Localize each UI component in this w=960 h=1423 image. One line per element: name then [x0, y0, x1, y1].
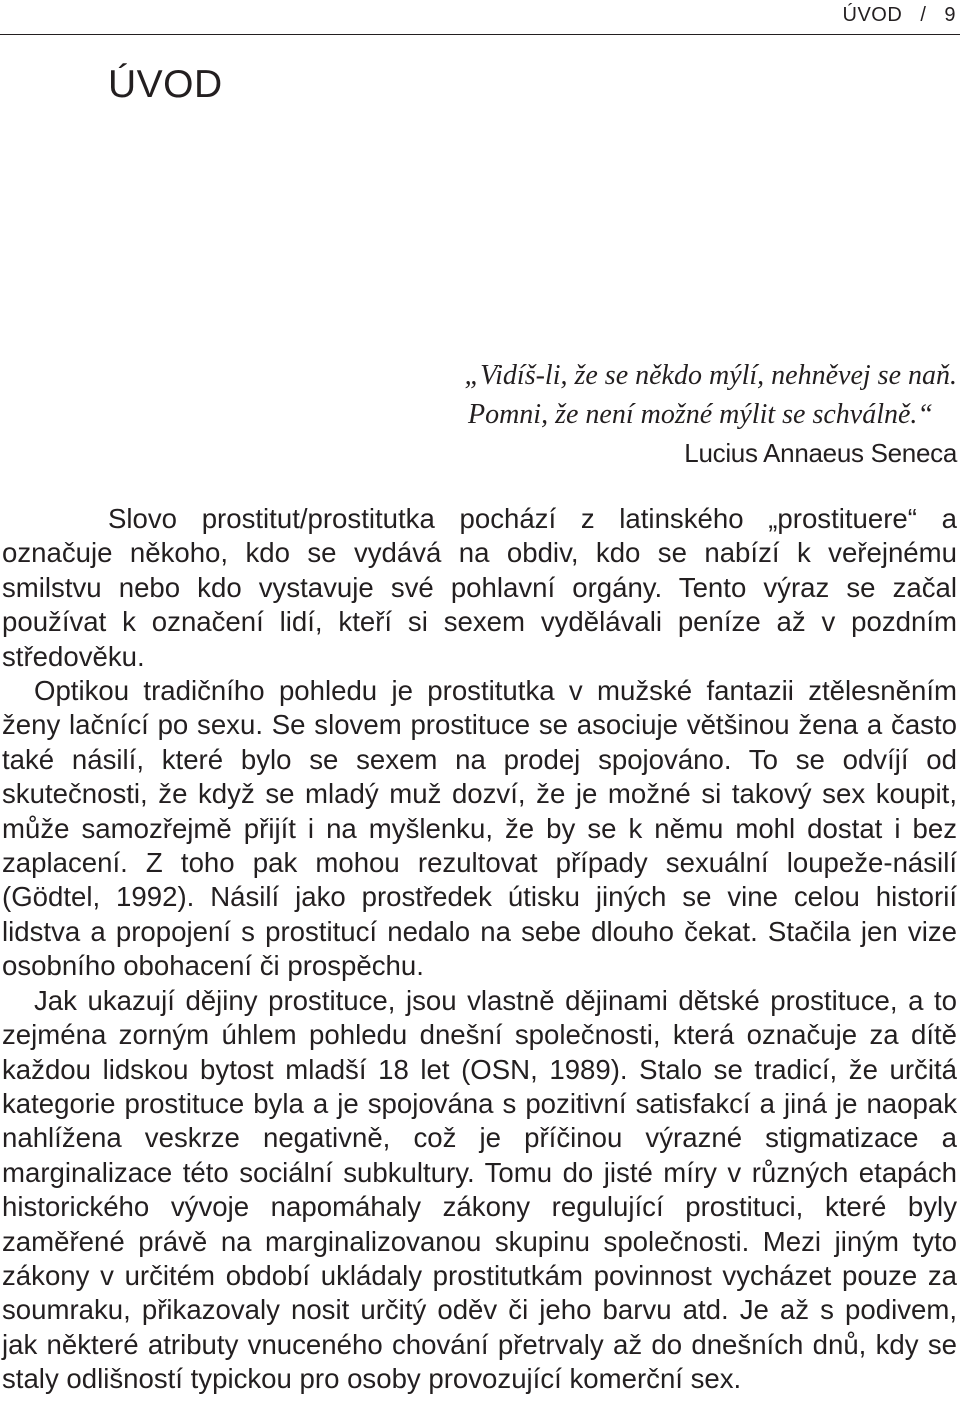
epigraph-line-1: „Vidíš-li, že se někdo mýlí, nehněvej se naň.: [464, 360, 957, 391]
epigraph-author: Lucius Annaeus Seneca: [684, 438, 957, 468]
paragraph-2: Optikou tradičního pohledu je prostitutka v mužské fantazii ztělesněním ženy lačnící po sexu. Se slovem prostituce se asociuje většinou žena a často také násilí, které bylo se sexem na prodej spojováno. To se odvíjí od skutečnosti, že když se mladý muž dozví, že je možné si takový sex koupit, může samozřejmě přijít i na myšlenku, že by se k němu mohl dostat i bez zaplacení. Z toho pak mohou rezultovat případy sexuální loupeže-násilí (Gödtel, 1992). Násilí jako prostředek útisku jiných se vine celou historií lidstva a propojení s prostitucí nedalo na sebe dlouho čekat. Stačila jen vize osobního obohacení či prospěchu.: [2, 675, 957, 982]
running-head: [0, 4, 956, 32]
body-text: [2, 502, 957, 1397]
chapter-title: ÚVOD: [108, 63, 223, 106]
running-head-section: ÚVOD: [842, 4, 903, 26]
paragraph-3: Jak ukazují dějiny prostituce, jsou vlastně dějinami dětské prostituce, a to zejména zorným úhlem pohledu dnešní společnosti, která označuje za dítě každou lidskou bytost mladší 18 let (OSN, 1989). Stalo se tradicí, že určitá kategorie prostituce byla a je spojována s pozitivní satisfakcí a jiná je naopak nahlížena veskrze negativně, což je příčinou výrazné stigmatizace a marginalizace této sociální subkultury. Tomu do jisté míry v různých etapách historického vývoje napomáhaly zákony regulující prostituci, které byly zaměřené právě na marginalizovanou skupinu společnosti. Mezi jiným tyto zákony v určitém období ukládaly prostitutkám povinnost vycházet pouze za soumraku, přikazovaly nosit určitý oděv či jeho barvu atd. Je až s podivem, jak některé atributy vnuceného chování přetrvaly až do dnešních dnů, kdy se staly odlišností typickou pro osoby provozující komerční sex.: [2, 984, 957, 1395]
running-head-separator: /: [920, 4, 927, 26]
header-rule: [0, 34, 960, 35]
page-number: 9: [944, 4, 956, 26]
epigraph: [257, 357, 957, 473]
paragraph-1: Slovo prostitut/prostitutka pochází z latinského „prostituere“ a označuje někoho, kdo se vydává na obdiv, kdo se nabízí k veřejnému smilstvu nebo kdo vystavuje své pohlavní orgány. Tento výraz se začal používat k označení lidí, kteří si sexem vydělávali peníze až v pozdním středověku.: [2, 503, 957, 672]
epigraph-line-2: Pomni, že není možné mýlit se schválně.“: [467, 398, 933, 430]
